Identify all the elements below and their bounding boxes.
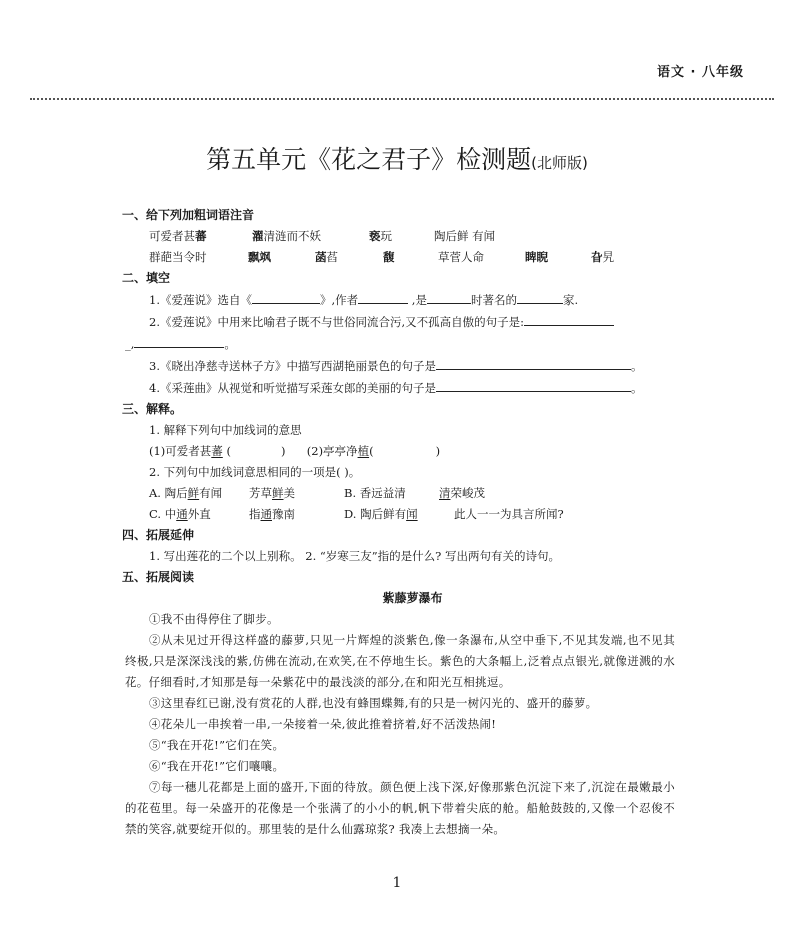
title-main: 第五单元《花之君子》检测题 bbox=[206, 145, 532, 174]
term: 群葩当令时 bbox=[149, 250, 207, 264]
fill-q4: 4.《采莲曲》从视觉和听觉描写采莲女郎的美丽的句子是 。 bbox=[125, 377, 675, 399]
term: 可爱者甚蕃 bbox=[149, 229, 207, 243]
fill-q1: 1.《爱莲说》选自《 》,作者 ,是 时著名的 家. bbox=[125, 289, 675, 311]
page-number: 1 bbox=[392, 875, 402, 891]
explain-q2: 2. 下列句中加线词意思相同的一项是( )。 bbox=[149, 465, 361, 479]
fill-q3: 3.《晓出净慈寺送林子方》中描写西湖艳丽景色的句子是 。 bbox=[125, 355, 675, 377]
term: 馥 bbox=[383, 250, 395, 264]
title-edition: (北师版) bbox=[531, 154, 588, 172]
answer-blank[interactable] bbox=[134, 333, 224, 348]
pinyin-row-2 bbox=[125, 247, 675, 268]
header-divider bbox=[30, 98, 774, 100]
pinyin-row-1 bbox=[125, 226, 675, 247]
reading-title: 紫藤萝瀑布 bbox=[382, 591, 443, 605]
answer-blank[interactable] bbox=[358, 289, 408, 304]
reading-paragraph: ⑦每一穗儿花都是上面的盛开,下面的待放。颜色便上浅下深,好像那紫色沉淀下来了,沉淀在最嫩最小的花苞里。每一朵盛开的花像是一个张满了的小小的帆,帆下带着尖底的舱。船舱鼓鼓的,又像一个忍俊不禁的笑容,就要绽开似的。那里装的是什么仙露琼浆? 我凑上去想摘一朵。 bbox=[125, 780, 675, 836]
term: 旮旯 bbox=[591, 250, 614, 264]
term: 睥睨 bbox=[525, 250, 548, 264]
subject-grade-label: 语文 · 八年级 bbox=[657, 65, 744, 80]
answer-blank[interactable] bbox=[436, 355, 631, 370]
explain-q1: 1. 解释下列句中加线词的意思 bbox=[149, 423, 302, 437]
section-2-heading: 二、填空 bbox=[122, 271, 171, 285]
worksheet-body bbox=[122, 205, 675, 840]
fill-q2: 2.《爱莲说》中用来比喻君子既不与世俗同流合污,又不孤高自傲的句子是: bbox=[125, 311, 675, 333]
term: 陶后鲜 有闻 bbox=[434, 229, 496, 243]
section-1-heading: 一、给下列加粗词语注音 bbox=[122, 208, 255, 222]
reading-paragraph: ④花朵儿一串挨着一串,一朵接着一朵,彼此推着挤着,好不活泼热闹! bbox=[149, 717, 497, 731]
section-5-heading: 五、拓展阅读 bbox=[122, 570, 195, 584]
answer-blank[interactable] bbox=[436, 377, 631, 392]
answer-blank[interactable] bbox=[427, 289, 471, 304]
explain-q1-items: (1)可爱者甚蕃 ( ) (2)亭亭净植( ) bbox=[149, 444, 441, 458]
section-4-heading: 四、拓展延伸 bbox=[122, 528, 195, 542]
term: 亵玩 bbox=[369, 229, 392, 243]
reading-paragraph: ③这里春红已谢,没有赏花的人群,也没有蜂围蝶舞,有的只是一树闪光的、盛开的藤萝。 bbox=[149, 696, 598, 710]
term: 菡萏 bbox=[315, 250, 338, 264]
term: 草菅人命 bbox=[438, 250, 484, 264]
fill-q2-continued: _, 。 bbox=[125, 333, 675, 355]
term: 濯清涟而不妖 bbox=[252, 229, 321, 243]
term: 飘飒 bbox=[248, 250, 271, 264]
section-3-heading: 三、解释。 bbox=[122, 402, 183, 416]
reading-paragraph: ②从未见过开得这样盛的藤萝,只见一片辉煌的淡紫色,像一条瀑布,从空中垂下,不见其发端,也不见其终极,只是深深浅浅的紫,仿佛在流动,在欢笑,在不停地生长。紫色的大条幅上,泛着点点银光,就像迸溅的水花。仔细看时,才知那是每一朵紫花中的最浅淡的部分,在和阳光互相挑逗。 bbox=[125, 633, 675, 689]
reading-paragraph: ⑤“我在开花!”它们在笑。 bbox=[149, 738, 285, 752]
option-a-b: A. 陶后鲜有闻 芳草鲜美 B. 香远益清 清荣峻茂 bbox=[149, 486, 485, 500]
extension-question: 1. 写出莲花的二个以上别称。 2. “岁寒三友”指的是什么? 写出两句有关的诗句。 bbox=[149, 549, 560, 563]
reading-paragraph: ⑥“我在开花!”它们嚷嚷。 bbox=[149, 759, 285, 773]
answer-blank[interactable] bbox=[517, 289, 563, 304]
reading-paragraph: ①我不由得停住了脚步。 bbox=[149, 612, 279, 626]
answer-blank[interactable] bbox=[252, 289, 320, 304]
page-title bbox=[0, 140, 794, 176]
answer-blank[interactable] bbox=[524, 311, 614, 326]
option-c-d: C. 中通外直 指通豫南 D. 陶后鲜有闻 此人一一为具言所闻? bbox=[149, 507, 564, 521]
